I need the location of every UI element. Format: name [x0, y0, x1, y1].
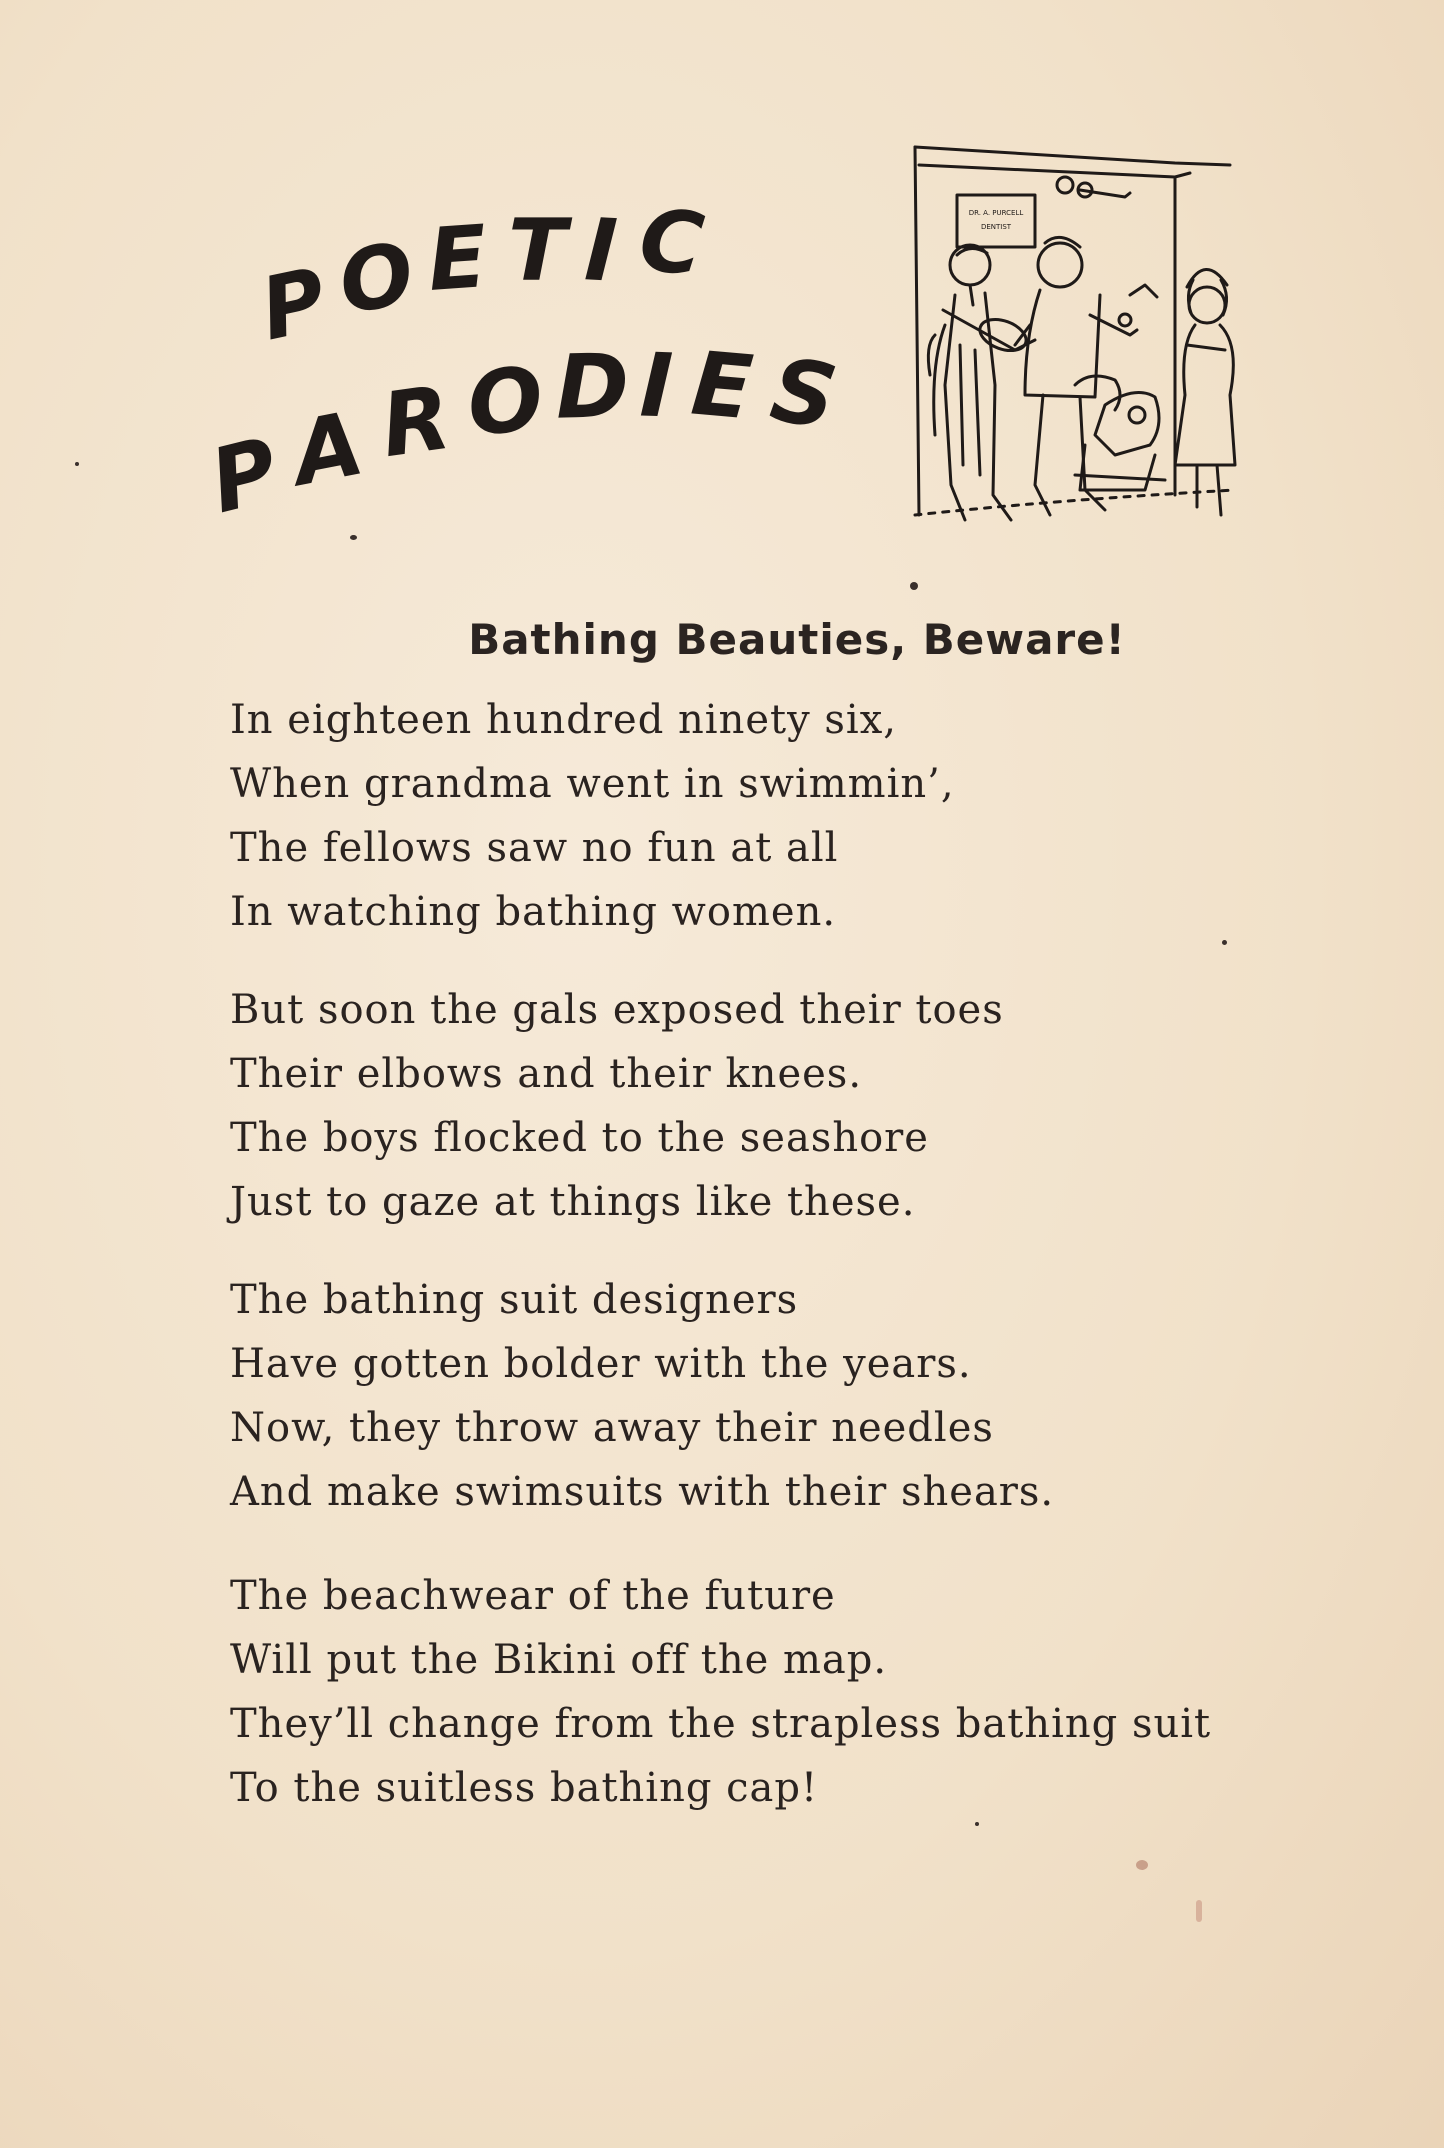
- paper-speck: [1136, 1860, 1148, 1870]
- poem-line: The fellows saw no fun at all: [230, 825, 839, 871]
- poem-line: The boys flocked to the seashore: [230, 1115, 929, 1161]
- paper-speck: [75, 462, 79, 466]
- sign-line1: DR. A. PURCELL: [968, 209, 1024, 217]
- title-letter: P: [252, 249, 335, 361]
- stanza-4: [230, 1564, 1211, 1820]
- paper-speck: [1196, 1900, 1202, 1922]
- poem-line: The bathing suit designers: [230, 1277, 799, 1323]
- poem-line: In watching bathing women.: [230, 889, 837, 935]
- poem-line: The beachwear of the future: [230, 1573, 836, 1619]
- title-letter: O: [333, 224, 420, 334]
- poem-line: Just to gaze at things like these.: [230, 1179, 916, 1225]
- stanza-1: [230, 688, 955, 944]
- title-letter: C: [634, 189, 709, 297]
- title-letter: O: [464, 347, 547, 456]
- title-letter: T: [508, 201, 567, 301]
- title-letter: R: [375, 365, 457, 478]
- poem-line: And make swimsuits with their shears.: [230, 1469, 1055, 1515]
- title-letter: A: [284, 391, 372, 506]
- stanza-3: [230, 1268, 1054, 1524]
- poem-line: When grandma went in swimmin’,: [230, 761, 955, 807]
- poem-line: Their elbows and their knees.: [230, 1051, 863, 1097]
- title-letter: P: [200, 417, 288, 534]
- title-letter: D: [555, 334, 630, 439]
- title-letter: E: [687, 331, 757, 440]
- poem-line: Have gotten bolder with the years.: [230, 1341, 972, 1387]
- poem-line: Will put the Bikini off the map.: [230, 1637, 888, 1683]
- poem-line: Now, they throw away their needles: [230, 1405, 994, 1451]
- stanza-2: [230, 978, 1004, 1234]
- title-letter: E: [424, 207, 491, 311]
- paper-speck: [910, 582, 918, 590]
- poem-line: But soon the gals exposed their toes: [230, 987, 1004, 1033]
- paper-speck: [1222, 940, 1227, 945]
- poem-title: Bathing Beauties, Beware!: [468, 615, 1126, 664]
- paper-speck: [350, 535, 357, 540]
- poem-line: They’ll change from the strapless bathing suit: [230, 1701, 1212, 1747]
- paper-speck: [975, 1822, 979, 1826]
- dentist-cartoon-illustration: [875, 135, 1270, 535]
- title-letter: I: [582, 200, 620, 302]
- poem-line: In eighteen hundred ninety six,: [230, 697, 897, 743]
- poem-line: To the suitless bathing cap!: [230, 1765, 819, 1811]
- sign-line2: DENTIST: [980, 223, 1012, 231]
- title-letter: I: [638, 333, 675, 438]
- title-letter: S: [764, 337, 844, 450]
